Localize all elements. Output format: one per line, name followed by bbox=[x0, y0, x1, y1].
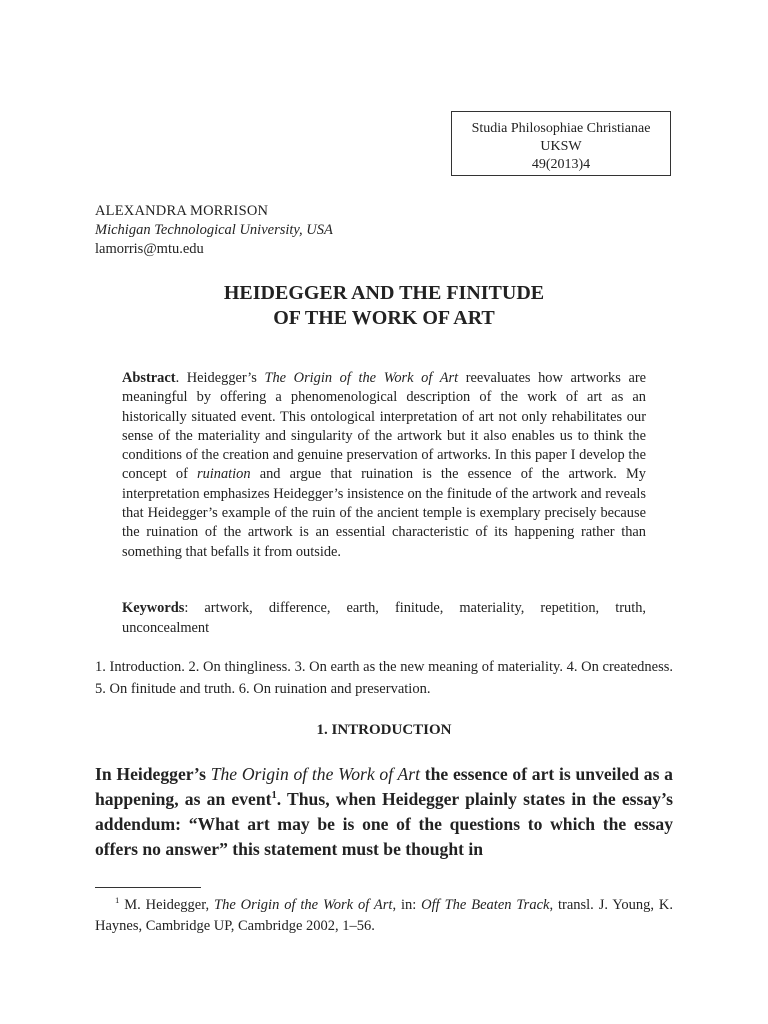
abstract-text-1: . Heidegger’s bbox=[175, 370, 265, 386]
body-paragraph bbox=[95, 762, 673, 862]
author-block bbox=[95, 202, 333, 259]
footnote-text-3: , transl. J. Young, K. Haynes, Cambridge UP, Cambridge 2002, 1–56. bbox=[95, 897, 673, 934]
footnote-book-title: Off The Beaten Track bbox=[421, 897, 550, 913]
abstract-label: Abstract bbox=[122, 370, 176, 386]
footnote-number: 1 bbox=[115, 895, 120, 906]
author-affiliation: Michigan Technological University, USA bbox=[95, 222, 333, 238]
author-name: ALEXANDRA MORRISON bbox=[95, 203, 269, 219]
table-of-contents: 1. Introduction. 2. On thingliness. 3. On earth as the new meaning of materiality. 4. On createdness. 5. On finitude and truth. 6. On ruination and preservation. bbox=[95, 659, 673, 697]
abstract-term: ruination bbox=[196, 466, 251, 483]
footnote-text-2: , in: bbox=[392, 897, 422, 913]
keywords-text: : artwork, difference, earth, finitude, materiality, repetition, truth, unconcealment bbox=[122, 600, 646, 636]
body-text-1: In Heidegger’s bbox=[95, 764, 211, 784]
paper-title-line-1: HEIDEGGER AND THE FINITUDE bbox=[223, 282, 545, 304]
paper-title bbox=[0, 281, 768, 331]
author-email: lamorris@mtu.edu bbox=[95, 241, 204, 257]
journal-publisher: UKSW bbox=[540, 139, 582, 154]
journal-issue: 49(2013)4 bbox=[531, 157, 591, 172]
paper-title-line-2: OF THE WORK OF ART bbox=[273, 307, 495, 329]
keywords-label: Keywords bbox=[122, 600, 185, 616]
footnote-work-title: The Origin of the Work of Art bbox=[214, 897, 393, 913]
section-heading: 1. INTRODUCTION bbox=[316, 722, 452, 738]
abstract-text-3: and argue that ruination is the essence of the artwork. My interpretation emphasizes Heidegger’s insistence on the finitude of the artwork and reveals that Heidegger’s example of the ruin of the ancient temple is exemplary precisely because the ruination of the artwork is an essential characteristic of its happening rather than something that befalls it from outside. bbox=[122, 466, 646, 560]
abstract bbox=[122, 369, 646, 562]
body-text-2: the essence of art is unveiled as a happening, as an event bbox=[95, 764, 673, 809]
abstract-work-title: The Origin of the Work of Art bbox=[264, 370, 459, 386]
abstract-text-2: reevaluates how artworks are meaningful by offering a phenomenological description of the work of art as an historically situated event. This ontological interpretation of art not only rehabilitates our sense of the materiality and singularity of the artwork but it also enables us to think the conditions of the creation and genuine preservation of artworks. In this paper I develop the concept of bbox=[122, 370, 647, 483]
footnote-reference[interactable]: 1 bbox=[271, 790, 277, 802]
journal-name: Studia Philosophiae Christianae bbox=[471, 121, 651, 136]
journal-info-box bbox=[451, 111, 671, 176]
body-text-3: . Thus, when Heidegger plainly states in the essay’s addendum: “What art may be is one of the questions to which the essay offers no answer” this statement must be thought in bbox=[95, 789, 674, 859]
footnote bbox=[95, 895, 673, 937]
body-work-title: The Origin of the Work of Art bbox=[210, 764, 420, 784]
keywords bbox=[122, 598, 646, 638]
footnote-text-1: M. Heidegger, bbox=[119, 897, 214, 913]
footnote-divider bbox=[95, 887, 201, 888]
